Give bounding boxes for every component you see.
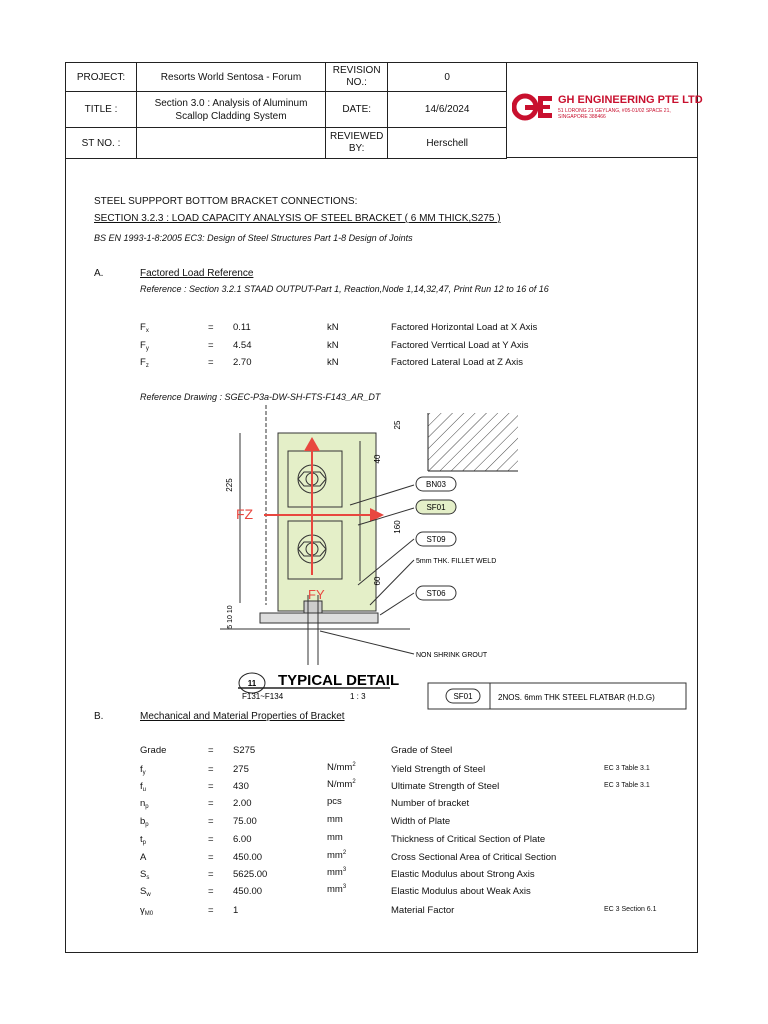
property-description: Elastic Modulus about Strong Axis [391,869,535,880]
property-symbol: Grade [140,745,167,756]
dim-25: 25 [393,420,402,430]
title-value: Section 3.0 : Analysis of Aluminum Scallop Cladding System [137,92,326,128]
property-unit: $mm^3$ [327,884,347,895]
property-subscript: u [142,787,146,793]
dim-40: 40 [373,454,382,464]
reviewed-value: Herschell [388,128,507,159]
project-label: PROJECT: [66,63,137,92]
part-a-reference: Reference : Section 3.2.1 STAAD OUTPUT-Part 1, Reaction,Node 1,14,32,47, Print Run 12 to 16 of 16 [140,284,549,294]
load-description: Factored Lateral Load at Z Axis [391,357,524,368]
property-unit: pcs [327,796,342,807]
detail-ref: F131~F134 [242,692,284,701]
property-equals: = [208,834,214,845]
date-value: 14/6/2024 [388,92,507,128]
property-description: Number of bracket [391,798,470,809]
property-symbol: $\gamma_{M0}$ [140,905,154,917]
part-a-letter: A. [94,268,104,279]
title-block [65,62,507,159]
property-unit-exponent: 2 [352,779,356,785]
weld-note: 5mm THK. FILLET WELD [416,558,497,565]
load-unit: kN [327,322,339,333]
detail-number: 11 [247,679,257,688]
property-symbol: $f_y$ [140,764,146,776]
property-description: Cross Sectional Area of Critical Section [391,852,557,863]
property-unit: mm [327,814,343,825]
load-description: Factored Verrtical Load at Y Axis [391,340,529,351]
property-symbol: $b_p$ [140,816,149,828]
property-unit: $mm^3$ [327,867,347,878]
property-symbol: A [140,852,147,863]
property-equals: = [208,816,214,827]
property-value: 75.00 [233,816,257,827]
load-unit: kN [327,340,339,351]
property-description: Elastic Modulus about Weak Axis [391,886,531,897]
dim-5-10-10: 5 10 10 [227,605,234,629]
tag-bn03: BN03 [425,480,447,489]
property-equals: = [208,869,214,880]
property-symbol: $t_p$ [140,834,146,846]
revision-label: REVISION NO.: [326,63,388,92]
detail-scale: 1 : 3 [350,692,366,701]
dim-160: 160 [393,520,402,534]
property-symbol: $n_p$ [140,798,149,810]
load-equals: = [208,322,214,333]
load-unit: kN [327,357,339,368]
base-plate [260,613,378,623]
part-a-title: Factored Load Reference [140,268,254,279]
property-description: Material Factor [391,905,455,916]
property-code-ref: EC 3 Table 3.1 [604,782,650,789]
load-subscript: x [145,328,149,334]
property-subscript: w [146,892,151,898]
dim-60: 60 [373,576,382,586]
company-address-2: SINGAPORE 388466 [558,114,606,120]
property-value: 6.00 [233,834,252,845]
property-equals: = [208,745,214,756]
load-symbol: $F_z$ [140,357,149,369]
property-description: Ultimate Strength of Steel [391,781,500,792]
grout-note: NON SHRINK GROUT [416,652,488,659]
section-subheading: SECTION 3.2.3 : LOAD CAPACITY ANALYSIS OF STEEL BRACKET ( 6 MM THICK,S275 ) [94,213,501,224]
property-subscript: p [145,822,149,828]
tag-st09: ST09 [426,535,446,544]
company-name: GH ENGINEERING PTE LTD [558,94,703,106]
section-heading: STEEL SUPPPORT BOTTOM BRACKET CONNECTIONS: [94,196,358,207]
property-unit: $N/mm^2$ [327,762,356,773]
fz-label: FZ [236,506,254,522]
code-reference: BS EN 1993-1-8:2005 EC3: Design of Steel Structures Part 1-8 Design of Joints [94,233,413,243]
fz-arrowhead [370,508,384,522]
load-symbol: $F_y$ [140,340,149,352]
load-subscript: z [145,363,149,369]
property-unit-exponent: 2 [342,850,347,856]
property-unit-exponent: 3 [342,867,347,873]
property-equals: = [208,781,214,792]
property-value: 1 [233,905,239,916]
detail-title: TYPICAL DETAIL [278,672,400,689]
property-unit: $N/mm^2$ [327,779,356,790]
legend-tag: SF01 [453,692,473,701]
legend-description: 2NOS. 6mm THK STEEL FLATBAR (H.D.G) [498,693,655,702]
property-equals: = [208,798,214,809]
reviewed-label: REVIEWED BY: [326,128,388,159]
load-description: Factored Horizontal Load at X Axis [391,322,538,333]
property-unit-exponent: 3 [342,884,347,890]
date-label: DATE: [326,92,388,128]
property-subscript: M0 [144,911,154,917]
property-unit: $mm^2$ [327,850,347,861]
property-subscript: y [142,770,146,776]
property-value: 275 [233,764,249,775]
property-description: Yield Strength of Steel [391,764,486,775]
tag-sf01: SF01 [426,503,446,512]
property-equals: = [208,764,214,775]
drawing-reference: Reference Drawing : SGEC-P3a-DW-SH-FTS-F143_AR_DT [140,392,381,402]
anchor-nut [304,601,322,613]
load-subscript: y [145,346,149,352]
property-unit-exponent: 2 [352,762,356,768]
project-value: Resorts World Sentosa - Forum [137,63,326,92]
property-unit: mm [327,832,343,843]
company-address-1: 51 LORONG 21 GEYLANG, #05-01/02 SPACE 21, [558,108,671,114]
part-b-letter: B. [94,711,104,722]
property-subscript: s [146,875,150,881]
property-value: 430 [233,781,249,792]
property-value: S275 [233,745,256,756]
property-value: 2.00 [233,798,252,809]
property-subscript: p [145,804,149,810]
load-value: 2.70 [233,357,252,368]
load-value: 0.11 [233,322,251,333]
property-value: 5625.00 [233,869,268,880]
property-equals: = [208,905,214,916]
property-value: 450.00 [233,852,263,863]
property-subscript: p [142,840,146,846]
part-b-title: Mechanical and Material Properties of Bracket [140,711,345,722]
leader-grout [320,631,414,654]
leader-st06 [380,593,414,615]
property-symbol: $S_s$ [140,869,150,881]
property-equals: = [208,852,214,863]
company-logo-mark [512,93,556,121]
property-equals: = [208,886,214,897]
load-symbol: $F_x$ [140,322,149,334]
load-equals: = [208,340,214,351]
st-value [137,128,326,159]
company-logo-box [506,62,703,158]
dim-225: 225 [225,478,234,492]
property-description: Width of Plate [391,816,451,827]
fy-label: FY [308,587,325,602]
bracket-plate [278,433,376,611]
revision-value: 0 [388,63,507,92]
typical-detail-drawing [200,405,700,713]
load-value: 4.54 [233,340,252,351]
load-equals: = [208,357,214,368]
property-symbol: $f_u$ [140,781,146,793]
title-label: TITLE : [66,92,137,128]
st-label: ST NO. : [66,128,137,159]
property-description: Thickness of Critical Section of Plate [391,834,546,845]
property-description: Grade of Steel [391,745,453,756]
property-symbol: $S_w$ [140,886,151,898]
wall-hatch [428,413,518,471]
property-code-ref: EC 3 Section 6.1 [604,906,657,913]
property-code-ref: EC 3 Table 3.1 [604,765,650,772]
tag-st06: ST06 [426,589,446,598]
property-value: 450.00 [233,886,263,897]
